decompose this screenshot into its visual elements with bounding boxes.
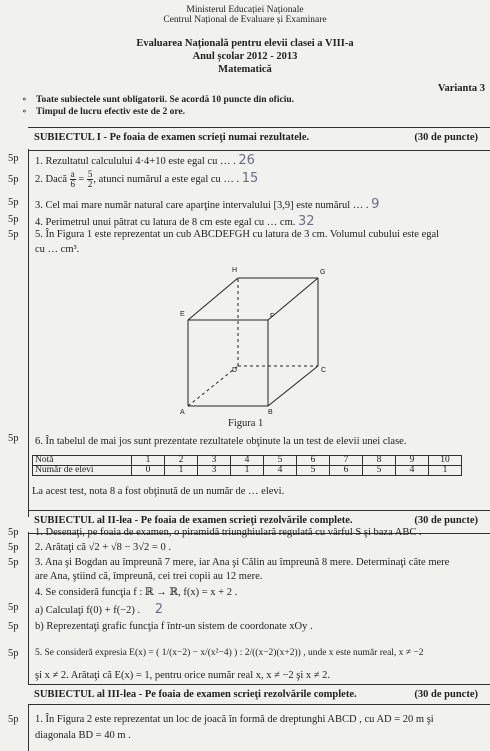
table-cell: 8 xyxy=(363,456,396,466)
table-cell: 4 xyxy=(396,466,429,476)
vertex-label-g: G xyxy=(320,269,326,276)
item-1-6-after xyxy=(32,486,284,497)
table-row xyxy=(33,466,462,476)
table-cell: 9 xyxy=(396,456,429,466)
subject-name: Matematică xyxy=(218,64,272,75)
table-cell: 5 xyxy=(363,466,396,476)
table-header-count: Număr de elevi xyxy=(33,466,132,476)
table-cell: 3 xyxy=(198,466,231,476)
section-2-title: SUBIECTUL al II-lea - Pe foaia de examen scrieţi rezolvările complete. xyxy=(34,515,353,526)
section-2-points: (30 de puncte) xyxy=(414,515,478,526)
item-text: 4. Perimetrul unui pătrat cu latura de 8 cm este egal cu … cm. xyxy=(35,217,296,228)
vertex-label-h: H xyxy=(232,267,238,274)
section-3-title: SUBIECTUL al III-lea - Pe foaia de examen scrieţi rezolvările complete. xyxy=(34,689,357,700)
item-1-2 xyxy=(35,170,258,189)
vertex-label-c: C xyxy=(321,367,327,374)
variant-label: Varianta 3 xyxy=(437,83,485,94)
item-text: are Ana, ştiind că, împreună, cei trei copii au 12 mere. xyxy=(35,571,263,582)
bullet-icon: ∘ xyxy=(22,95,27,105)
item-points: 5p xyxy=(8,714,19,725)
table-row xyxy=(33,456,462,466)
item-2-2 xyxy=(35,542,171,553)
item-2-1 xyxy=(35,527,422,538)
vertex-label-e: E xyxy=(180,311,185,318)
item-points: 5p xyxy=(8,648,19,659)
note-2 xyxy=(22,106,185,117)
item-text: 6. În tabelul de mai jos sunt prezentate rezultatele obţinute la un test de elevii unei clase. xyxy=(35,436,407,447)
handwritten-answer: 32 xyxy=(298,214,315,229)
ministry-header: Ministerul Educației Naționale xyxy=(186,5,304,15)
item-1-5 xyxy=(35,229,439,240)
table-cell: 1 xyxy=(165,466,198,476)
table-cell: 3 xyxy=(198,456,231,466)
item-text: 1. Desenaţi, pe foaia de examen, o piramidă triunghiulară regulată cu vârful S şi baza ABC . xyxy=(35,527,422,538)
section-3-points: (30 de puncte) xyxy=(414,689,478,700)
item-text: b) Reprezentaţi grafic funcţia f într-un sistem de coordonate xOy . xyxy=(35,621,313,632)
item-2-4a xyxy=(35,602,163,617)
vertex-label-b: B xyxy=(268,409,273,416)
item-text: 4. Se consideră funcţia f : ℝ → ℝ, f(x) = x + 2 . xyxy=(35,587,238,598)
item-1-6 xyxy=(35,436,406,447)
bullet-icon: ∘ xyxy=(22,107,27,117)
item-points: 5p xyxy=(8,542,19,553)
item-text: 5. În Figura 1 este reprezentat un cub ABCDEFGH cu latura de 3 cm. Volumul cubului este egal xyxy=(35,229,440,240)
table-cell: 0 xyxy=(132,466,165,476)
table-header-grade: Notă xyxy=(33,456,132,466)
table-cell: 6 xyxy=(330,466,363,476)
item-3-1 xyxy=(35,714,434,725)
note-2-text: Timpul de lucru efectiv este de 2 ore. xyxy=(36,107,185,117)
item-2-4b xyxy=(35,621,313,632)
item-text: 3. Cel mai mare număr natural care aparţine intervalului [3,9] este numărul … . xyxy=(35,200,369,211)
item-2-3 xyxy=(35,557,449,568)
item-points: 5p xyxy=(8,602,19,613)
item-text: 2. Dacă xyxy=(35,173,68,185)
section-1-header xyxy=(28,127,490,151)
item-text: 1. În Figura 2 este reprezentat un loc de joacă în formă de dreptunghi ABCD , cu AD = 20 m şi xyxy=(35,714,434,725)
table-cell: 1 xyxy=(429,466,462,476)
item-points: 5p xyxy=(8,527,19,538)
handwritten-answer: 15 xyxy=(241,170,259,186)
exam-title: Evaluarea Națională pentru elevii clasei a VIII-a xyxy=(136,38,354,49)
handwritten-answer: 9 xyxy=(371,197,380,212)
table-cell: 5 xyxy=(264,456,297,466)
table-cell: 1 xyxy=(231,466,264,476)
item-1-1 xyxy=(35,153,255,168)
item-text: 5. Se consideră expresia E(x) = ( 1/(x−2) − x/(x²−4) ) : 2/((x−2)(x+2)) , unde x este număr real, x ≠ −2 xyxy=(35,648,424,658)
item-3-1-cont xyxy=(35,730,131,741)
figure-1-caption: Figura 1 xyxy=(228,418,264,429)
note-1 xyxy=(22,94,294,105)
cube-figure xyxy=(170,258,330,418)
vertex-label-a: A xyxy=(180,409,185,416)
item-1-3 xyxy=(35,197,379,212)
table-cell: 7 xyxy=(330,456,363,466)
fraction-a-over-6: $\frac{a}{6}$ xyxy=(70,169,75,189)
item-2-5-cont xyxy=(35,670,330,681)
section-2-divider xyxy=(28,532,29,684)
handwritten-answer: 26 xyxy=(238,153,255,168)
school-year: Anul școlar 2012 - 2013 xyxy=(192,51,298,62)
table-cell: 2 xyxy=(165,456,198,466)
section-1-points: (30 de puncte) xyxy=(414,132,478,143)
item-text: 1. Rezultatul calculului 4·4+10 este egal cu … . xyxy=(35,156,236,167)
item-text: şi x ≠ 2. Arătaţi că E(x) = 1, pentru orice număr real x, x ≠ −2 şi x ≠ 2. xyxy=(35,670,331,681)
vertex-label-d: D xyxy=(232,367,238,374)
section-3-rule xyxy=(28,704,490,705)
center-header: Centrul Național de Evaluare și Examinare xyxy=(163,15,327,25)
fraction-5-over-2: $\frac{5}{2}$ xyxy=(87,169,93,189)
item-points: 5p xyxy=(8,621,19,632)
table-cell: 4 xyxy=(231,456,264,466)
section-3-header xyxy=(28,684,490,705)
item-points: 5p xyxy=(8,214,19,225)
item-text: 2. Arătaţi că √2 + √8 − 3√2 = 0 . xyxy=(35,542,171,553)
item-2-5 xyxy=(35,648,424,658)
results-table xyxy=(32,455,462,476)
item-text: 3. Ana şi Bogdan au împreună 7 mere, iar Ana şi Călin au împreună 8 mere. Determinaţi câte mere xyxy=(35,557,450,568)
section-3-divider xyxy=(28,704,29,751)
note-1-text: Toate subiectele sunt obligatorii. Se acordă 10 puncte din oficiu. xyxy=(36,95,295,105)
item-text: La acest test, nota 8 a fost obţinută de un număr de … elevi. xyxy=(32,486,285,497)
item-text: , atunci numărul a este egal cu … . xyxy=(93,173,240,185)
equals-sign: = xyxy=(78,173,85,185)
item-1-4 xyxy=(35,214,315,229)
handwritten-answer: 2 xyxy=(154,602,164,617)
section-1-divider xyxy=(28,149,29,517)
table-cell: 6 xyxy=(297,456,330,466)
table-cell: 5 xyxy=(297,466,330,476)
item-text: cu … cm³. xyxy=(35,244,80,255)
table-cell: 4 xyxy=(264,466,297,476)
item-points: 5p xyxy=(8,433,19,444)
item-text: a) Calculaţi f(0) + f(−2) . xyxy=(35,605,141,616)
item-points: 5p xyxy=(8,557,19,568)
item-points: 5p xyxy=(8,197,19,208)
item-2-4 xyxy=(35,586,237,598)
item-2-3-cont xyxy=(35,571,262,582)
vertex-label-f: F xyxy=(270,313,275,320)
item-points: 5p xyxy=(8,229,19,240)
item-1-5-cont xyxy=(35,244,79,255)
section-1-title: SUBIECTUL I - Pe foaia de examen scrieţi numai rezultatele. xyxy=(34,132,310,143)
table-cell: 1 xyxy=(132,456,165,466)
table-cell: 10 xyxy=(429,456,462,466)
item-points: 5p xyxy=(8,153,19,164)
item-text: diagonala BD = 40 m . xyxy=(35,730,131,741)
item-points: 5p xyxy=(8,174,19,185)
